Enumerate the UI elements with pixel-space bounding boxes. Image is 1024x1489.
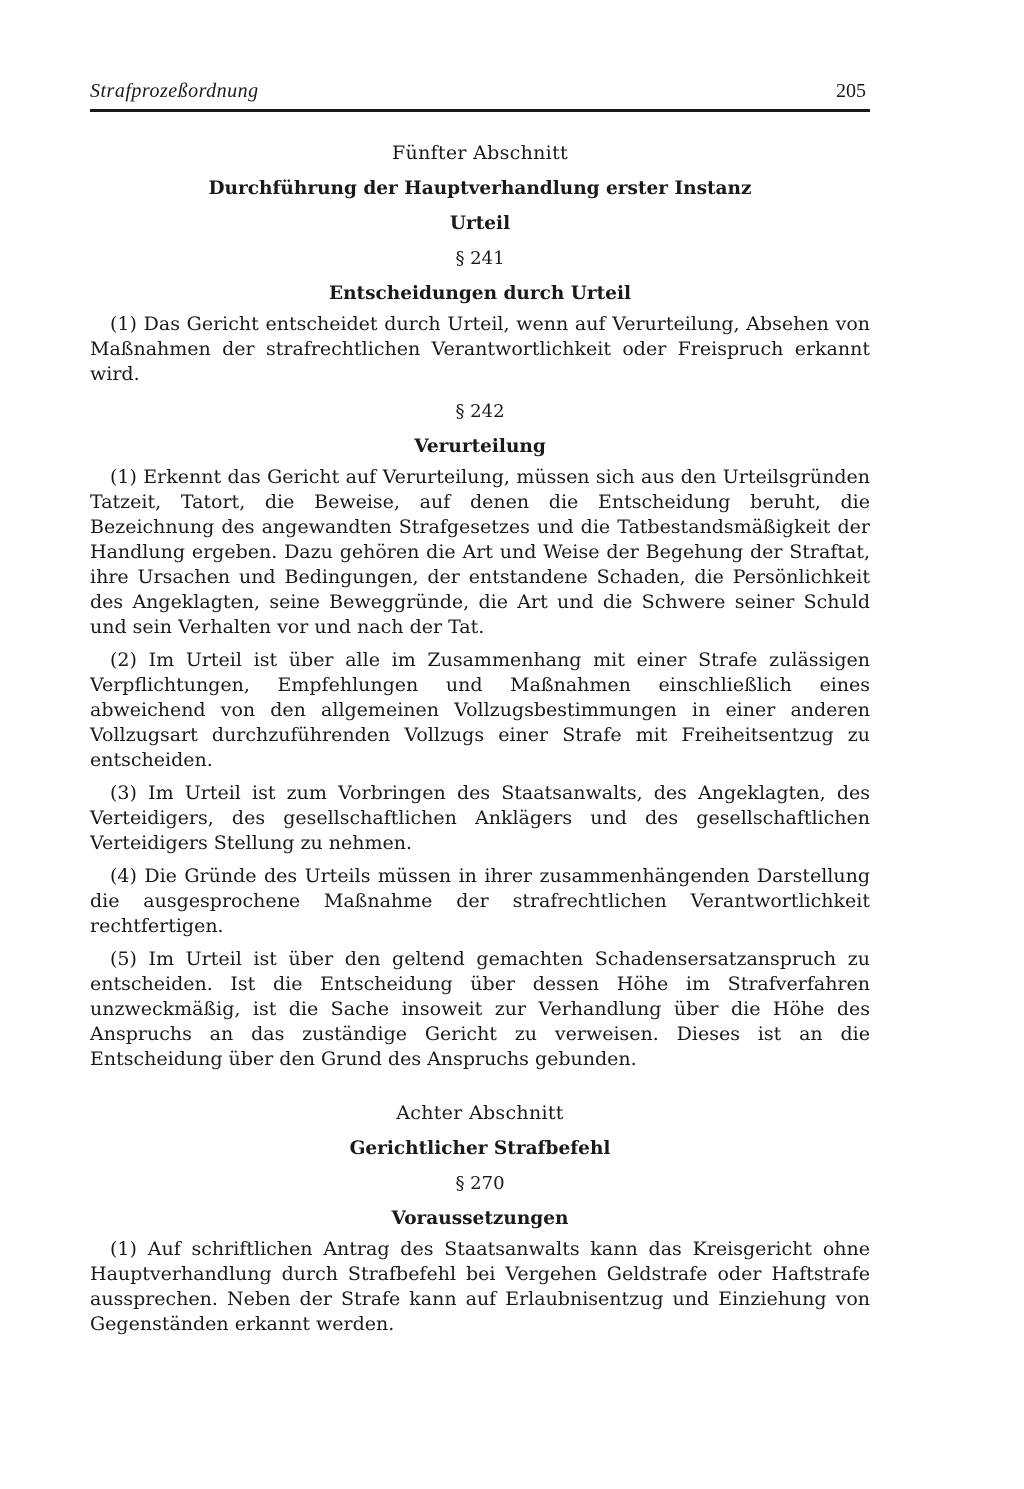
paragraph-text: (3) Im Urteil ist zum Vorbringen des Staatsanwalts, des Angeklagten, des Verteidigers, des gesellschaftlichen Anklägers und des gesellschaftlichen Verteidigers Stellung zu nehmen. [90,782,870,854]
chapter-title: Durchführung der Hauptverhandlung erster Instanz [208,178,752,199]
paragraph-number-270: § 270 [455,1173,505,1194]
paragraph-title-242: Verurteilung [414,436,546,457]
paragraph-text: (1) Erkennt das Gericht auf Verurteilung, müssen sich aus den Urteilsgründen Tatzeit, Tatort, die Beweise, auf denen die Entscheidung beruht, die Bezeichnung des angewandten Strafgesetzes und die Tatbestandsmäßigkeit der Handlung ergeben. Dazu gehören die Art und Weise der Begehung der Straftat, ihre Ursachen und Bedingungen, der entstandene Schaden, die Persönlichkeit des Angeklagten, seine Beweggründe, die Art und die Schwere seiner Schuld und sein Verhalten vor und nach der Tat. [90,466,870,638]
paragraph-text: (1) Das Gericht entscheidet durch Urteil, wenn auf Verurteilung, Absehen von Maßnahmen der strafrechtlichen Verantwortlichkeit oder Freispruch erkannt wird. [90,313,870,385]
section-label-eighth: Achter Abschnitt [396,1102,564,1124]
paragraph-number-241: § 241 [455,248,505,269]
paragraph-number-242: § 242 [455,401,505,422]
running-header [90,80,870,112]
paragraph-text: (1) Auf schriftlichen Antrag des Staatsanwalts kann das Kreisgericht ohne Hauptverhandlung durch Strafbefehl bei Vergehen Geldstrafe oder Haftstrafe aussprechen. Neben der Strafe kann auf Erlaubnisentzug und Einziehung von Gegenständen erkannt werden. [90,1238,870,1335]
page-number: 205 [836,80,866,102]
chapter-title-strafbefehl: Gerichtlicher Strafbefehl [349,1138,611,1159]
paragraph-title-270: Voraussetzungen [391,1208,569,1229]
paragraph-title-241: Entscheidungen durch Urteil [329,283,631,304]
paragraph-text: (2) Im Urteil ist über alle im Zusammenhang mit einer Strafe zulässigen Verpflichtungen, Empfehlungen und Maßnahmen einschließlich eines abweichend von den allgemeinen Vollzugsbestimmungen in einer anderen Vollzugsart durchzuführenden Vollzugs einer Strafe mit Freiheitsentzug zu entscheiden. [90,649,870,771]
running-title: Strafprozeßordnung [90,80,259,102]
paragraph-text: (5) Im Urteil ist über den geltend gemachten Schadensersatzanspruch zu entscheiden. Ist die Entscheidung über dessen Höhe im Strafverfahren unzweckmäßig, ist die Sache insoweit zur Verhandlung über die Höhe des Anspruchs an das zuständige Gericht zu verweisen. Dieses ist an die Entscheidung über den Grund des Anspruchs gebunden. [90,948,870,1070]
document-page [90,80,870,1337]
section-label-fifth: Fünfter Abschnitt [392,142,568,164]
chapter-subtitle: Urteil [449,213,511,234]
paragraph-text: (4) Die Gründe des Urteils müssen in ihrer zusammenhängenden Darstellung die ausgesprochene Maßnahme der strafrechtlichen Verantwortlichkeit rechtfertigen. [90,865,870,937]
